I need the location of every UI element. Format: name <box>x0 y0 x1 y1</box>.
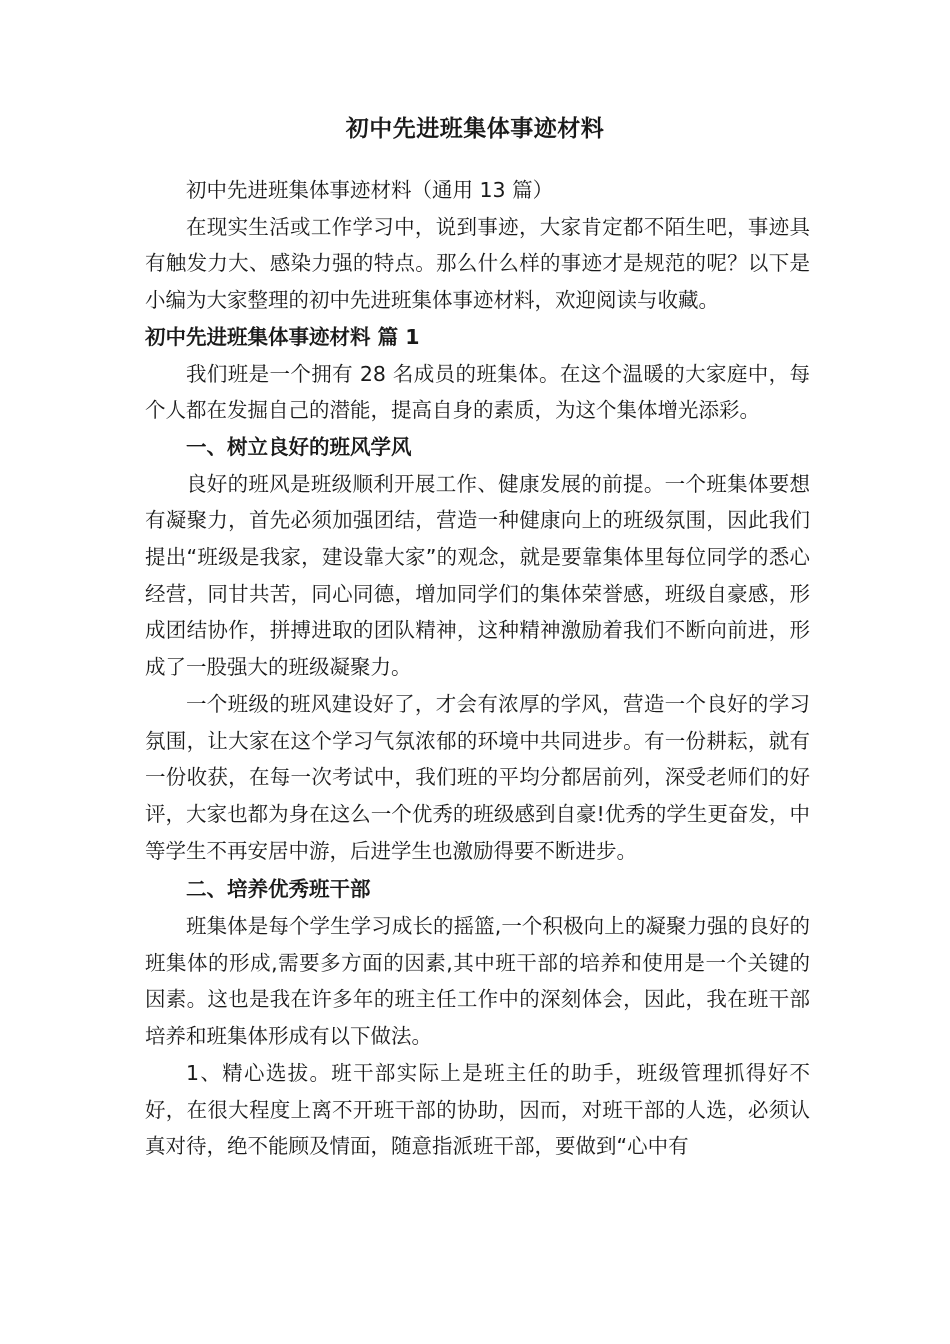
section-heading: 一、树立良好的班风学风 <box>186 434 412 459</box>
body-paragraph: 一个班级的班风建设好了，才会有浓厚的学风，营造一个良好的学习氛围，让大家在这个学习气氛浓郁的环境中共同进步。有一份耕耘，就有一份收获，在每一次考试中，我们班的平均分都居前列，深受老师们的好评，大家也都为身在这么一个优秀的班级感到自豪!优秀的学生更奋发，中等学生不再安居中游，后进学生也激励得要不断进步。 <box>145 691 810 863</box>
section-heading: 初中先进班集体事迹材料 篇 1 <box>145 324 420 349</box>
body-paragraph: 我们班是一个拥有 28 名成员的班集体。在这个温暖的大家庭中，每个人都在发掘自己的潜能，提高自身的素质，为这个集体增光添彩。 <box>145 361 810 423</box>
body-paragraph: 班集体是每个学生学习成长的摇篮,一个积极向上的凝聚力强的良好的班集体的形成,需要多方面的因素,其中班干部的培养和使用是一个关键的因素。这也是我在许多年的班主任工作中的深刻体会，因此，我在班干部培养和班集体形成有以下做法。 <box>145 914 810 1049</box>
body-paragraph: 在现实生活或工作学习中，说到事迹，大家肯定都不陌生吧，事迹具有触发力大、感染力强的特点。那么什么样的事迹才是规范的呢？以下是小编为大家整理的初中先进班集体事迹材料，欢迎阅读与收藏。 <box>145 214 810 313</box>
document-title: 初中先进班集体事迹材料 <box>345 116 605 142</box>
document-body <box>145 172 810 1165</box>
section-heading: 二、培养优秀班干部 <box>186 877 371 902</box>
body-paragraph: 1、精心选拔。班干部实际上是班主任的助手，班级管理抓得好不好，在很大程度上离不开班干部的协助，因而，对班干部的人选，必须认真对待，绝不能顾及情面，随意指派班干部，要做到“心中有 <box>145 1060 810 1159</box>
body-paragraph: 良好的班风是班级顺利开展工作、健康发展的前提。一个班集体要想有凝聚力，首先必须加强团结，营造一种健康向上的班级氛围，因此我们提出“班级是我家，建设靠大家”的观念，就是要靠集体里每位同学的悉心经营，同甘共苦，同心同德，增加同学们的集体荣誉感，班级自豪感，形成团结协作，拼搏进取的团队精神，这种精神激励着我们不断向前进，形成了一股强大的班级凝聚力。 <box>145 471 810 680</box>
body-paragraph: 初中先进班集体事迹材料（通用 13 篇） <box>186 178 554 202</box>
